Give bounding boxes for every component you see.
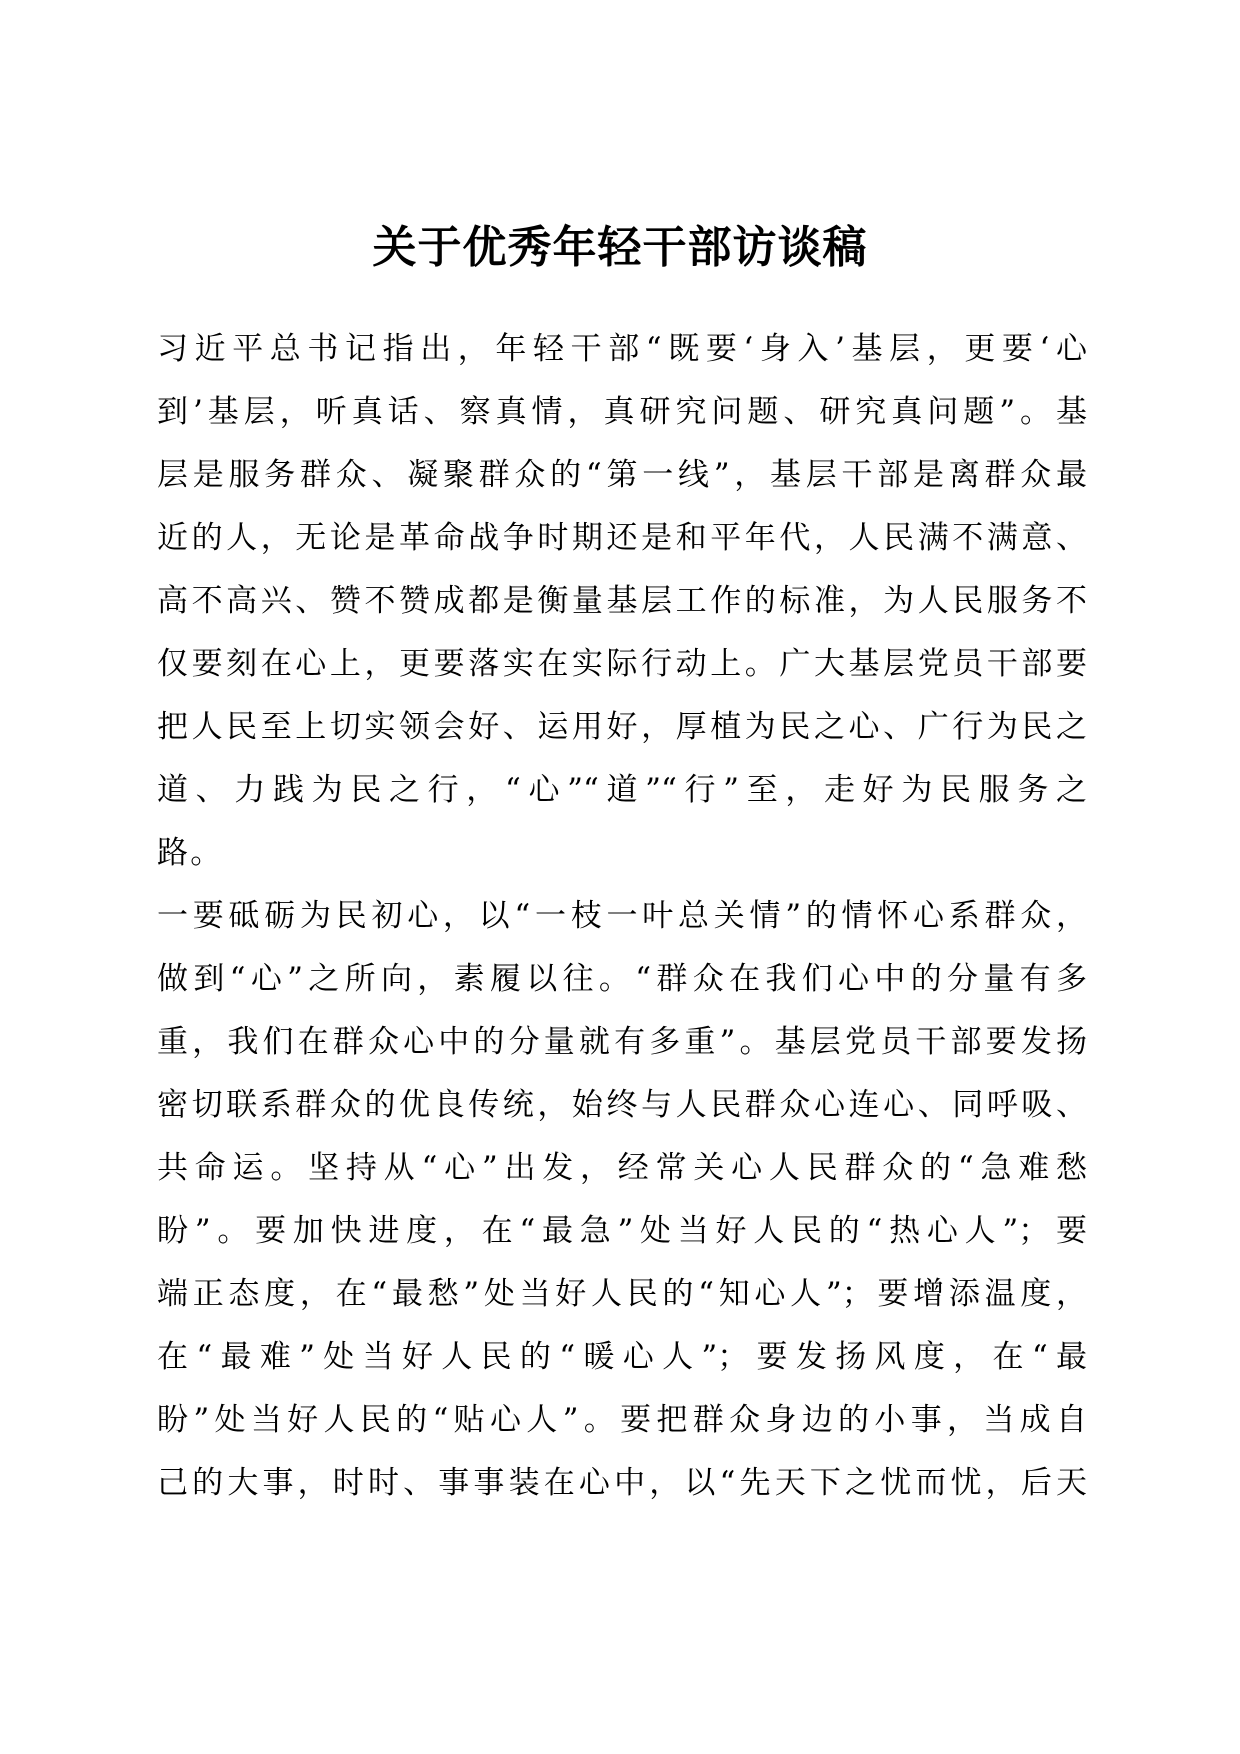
body-line: 共命运。坚持从“心”出发，经常关心人民群众的“急难愁 [157,1150,1087,1186]
body-line: 端正态度，在“最愁”处当好人民的“知心人”；要增添温度， [157,1276,1087,1312]
body-line: 一要砥砺为民初心，以“一枝一叶总关情”的情怀心系群众， [157,898,1087,934]
body-line: 把人民至上切实领会好、运用好，厚植为民之心、广行为民之 [157,709,1087,745]
body-line: 在“最难”处当好人民的“暖心人”；要发扬风度，在“最 [157,1339,1087,1375]
body-line: 盼”处当好人民的“贴心人”。要把群众身边的小事，当成自 [157,1402,1087,1438]
body-line: 盼”。要加快进度，在“最急”处当好人民的“热心人”；要 [157,1213,1087,1249]
document-body [157,318,1087,1515]
body-line: 近的人，无论是革命战争时期还是和平年代，人民满不满意、 [157,520,1087,556]
document-title: 关于优秀年轻干部访谈稿 [372,222,868,273]
body-line: 到’基层，听真话、察真情，真研究问题、研究真问题”。基 [157,394,1087,430]
body-line: 道、力践为民之行，“心”“道”“行”至，走好为民服务之 [157,772,1087,808]
body-line: 仅要刻在心上，更要落实在实际行动上。广大基层党员干部要 [157,646,1087,682]
body-line: 重，我们在群众心中的分量就有多重”。基层党员干部要发扬 [157,1024,1087,1060]
body-line: 层是服务群众、凝聚群众的“第一线”，基层干部是离群众最 [157,457,1087,493]
body-line: 己的大事，时时、事事装在心中，以“先天下之忧而忧，后天 [157,1465,1087,1501]
body-line: 密切联系群众的优良传统，始终与人民群众心连心、同呼吸、 [157,1087,1087,1123]
body-line: 习近平总书记指出，年轻干部“既要‘身入’基层，更要‘心 [157,331,1087,367]
body-line: 做到“心”之所向，素履以往。“群众在我们心中的分量有多 [157,961,1087,997]
body-line: 路。 [157,835,224,871]
body-line: 高不高兴、赞不赞成都是衡量基层工作的标准，为人民服务不 [157,583,1087,619]
